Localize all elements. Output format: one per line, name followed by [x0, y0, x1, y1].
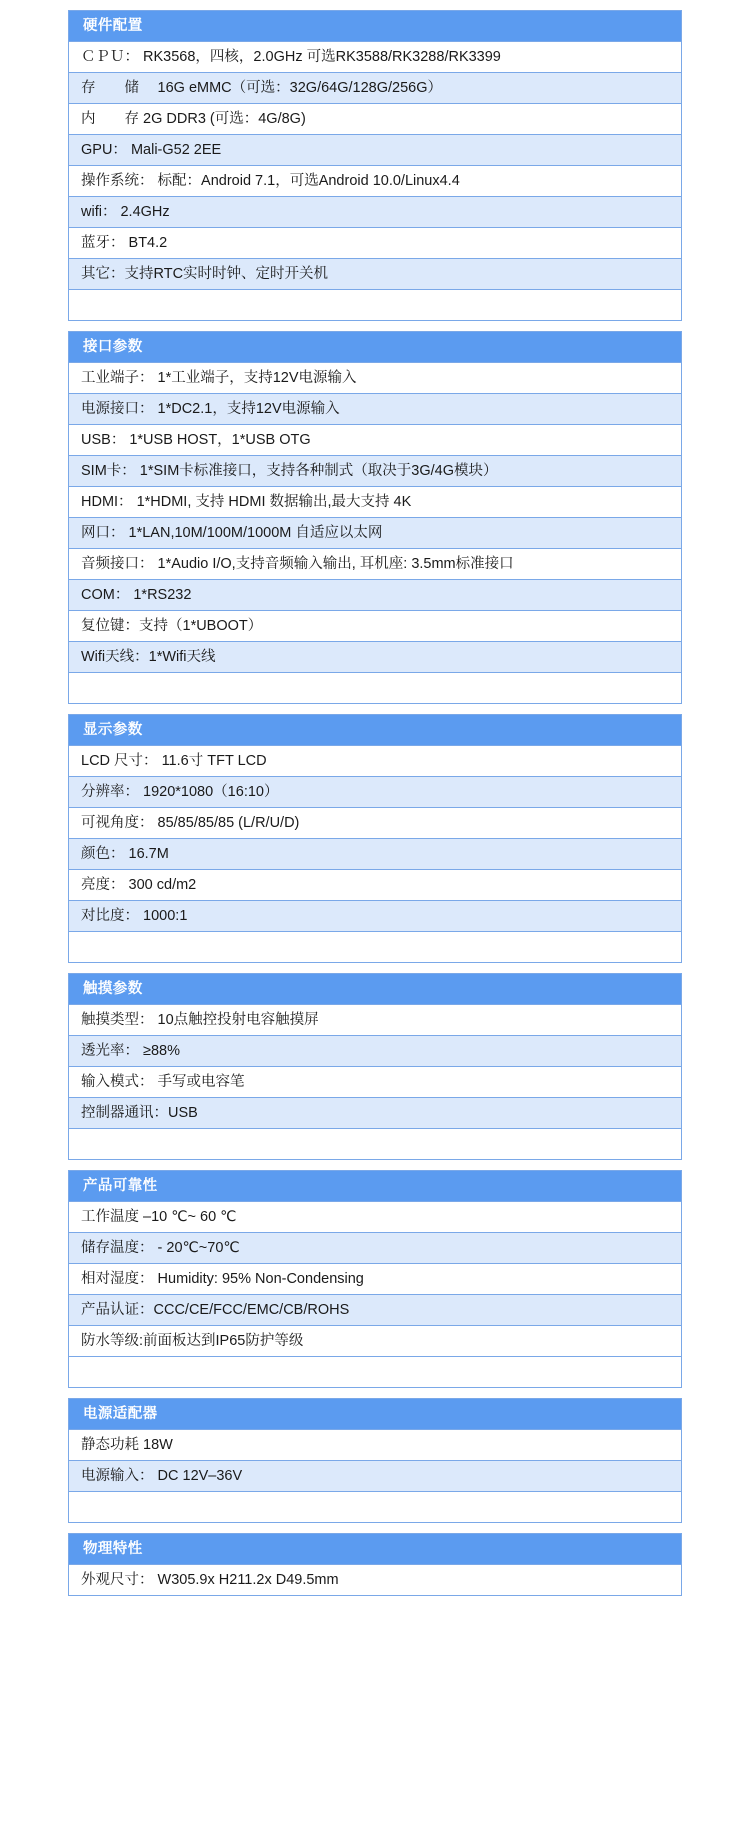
section-gap	[68, 704, 682, 714]
spec-cell	[69, 870, 682, 901]
spec-cell	[69, 1005, 682, 1036]
spacer-cell	[69, 1129, 682, 1160]
section-gap	[68, 321, 682, 331]
spec-cell	[69, 228, 682, 259]
spacer-cell	[69, 932, 682, 963]
spec-row	[69, 1036, 682, 1067]
section-header-row	[69, 1534, 682, 1565]
spec-row	[69, 549, 682, 580]
spec-row	[69, 363, 682, 394]
spec-cell	[69, 425, 682, 456]
spec-table	[68, 10, 682, 321]
spec-row	[69, 1233, 682, 1264]
section-header-cell	[69, 715, 682, 746]
spec-cell	[69, 1295, 682, 1326]
spacer-cell	[69, 1492, 682, 1523]
spec-cell-text: 其它：支持RTC实时时钟、定时开关机	[81, 266, 329, 282]
spec-cell-text: 工作温度 –10 ℃~ 60 ℃	[81, 1209, 237, 1225]
spec-cell-text: ＣＰＵ： RK3568，四核，2.0GHz 可选RK3588/RK3288/RK3399	[81, 49, 501, 65]
spec-table	[68, 331, 682, 704]
spec-cell-text: 产品认证：CCC/CE/FCC/EMC/CB/ROHS	[81, 1302, 350, 1318]
section-title: 硬件配置	[83, 18, 143, 34]
spec-cell	[69, 363, 682, 394]
spacer-row	[69, 1129, 682, 1160]
spec-cell	[69, 839, 682, 870]
section-header-cell	[69, 11, 682, 42]
spec-cell-text: 静态功耗 18W	[81, 1437, 173, 1453]
spec-cell-text: 颜色： 16.7M	[81, 846, 169, 862]
spec-row	[69, 259, 682, 290]
section-header-row	[69, 1171, 682, 1202]
spacer-row	[69, 1492, 682, 1523]
spec-row	[69, 642, 682, 673]
spec-cell-text: 分辨率： 1920*1080（16:10）	[81, 784, 279, 800]
spacer-cell	[69, 290, 682, 321]
spec-row	[69, 1295, 682, 1326]
section-header-row	[69, 1399, 682, 1430]
spacer-cell	[69, 673, 682, 704]
section-header-cell	[69, 1171, 682, 1202]
spec-cell	[69, 1202, 682, 1233]
section-header-row	[69, 332, 682, 363]
spec-cell-text: 储存温度： - 20℃~70℃	[81, 1240, 240, 1256]
section-gap	[68, 1160, 682, 1170]
spec-row	[69, 73, 682, 104]
spec-table	[68, 1398, 682, 1523]
spec-cell	[69, 42, 682, 73]
spec-cell	[69, 1461, 682, 1492]
spec-cell-text: 触摸类型： 10点触控投射电容触摸屏	[81, 1012, 319, 1028]
spec-row	[69, 1326, 682, 1357]
spec-cell	[69, 518, 682, 549]
spec-cell-text: 网口： 1*LAN,10M/100M/1000M 自适应以太网	[81, 525, 383, 541]
spec-cell-text: SIM卡： 1*SIM卡标准接口，支持各种制式（取决于3G/4G模块）	[81, 463, 498, 479]
section-gap	[68, 963, 682, 973]
spec-row	[69, 425, 682, 456]
spec-cell-text: 亮度： 300 cd/m2	[81, 877, 197, 893]
section-header-row	[69, 974, 682, 1005]
spec-cell	[69, 1098, 682, 1129]
spec-row	[69, 1461, 682, 1492]
spec-cell-text: Wifi天线：1*Wifi天线	[81, 649, 216, 665]
spec-cell	[69, 808, 682, 839]
section-gap	[68, 1388, 682, 1398]
section-title: 产品可靠性	[83, 1178, 158, 1194]
section-title: 物理特性	[83, 1541, 143, 1557]
spec-row	[69, 1067, 682, 1098]
spec-row	[69, 839, 682, 870]
spec-cell	[69, 746, 682, 777]
spec-cell-text: 存 储 16G eMMC（可选：32G/64G/128G/256G）	[81, 80, 442, 96]
spec-row	[69, 518, 682, 549]
spec-table	[68, 714, 682, 963]
spec-cell-text: 防水等级:前面板达到IP65防护等级	[81, 1333, 304, 1349]
spec-row	[69, 1430, 682, 1461]
spec-cell	[69, 394, 682, 425]
spec-row	[69, 1202, 682, 1233]
spec-row	[69, 1565, 682, 1596]
spec-cell	[69, 777, 682, 808]
section-header-cell	[69, 1399, 682, 1430]
spacer-row	[69, 1357, 682, 1388]
section-header-cell	[69, 974, 682, 1005]
spec-row	[69, 1098, 682, 1129]
spec-cell-text: 内 存 2G DDR3 (可选：4G/8G)	[81, 111, 306, 127]
spec-cell	[69, 1264, 682, 1295]
section-gap	[68, 1523, 682, 1533]
spec-cell-text: 可视角度： 85/85/85/85 (L/R/U/D)	[81, 815, 300, 831]
spec-cell	[69, 1326, 682, 1357]
spec-cell	[69, 549, 682, 580]
spec-cell	[69, 1067, 682, 1098]
section-title: 电源适配器	[83, 1406, 158, 1422]
spec-row	[69, 777, 682, 808]
spec-cell-text: wifi： 2.4GHz	[81, 204, 170, 220]
spec-row	[69, 456, 682, 487]
spec-cell	[69, 166, 682, 197]
spec-row	[69, 487, 682, 518]
spec-cell	[69, 901, 682, 932]
spec-row	[69, 42, 682, 73]
spec-table	[68, 973, 682, 1160]
spec-cell	[69, 456, 682, 487]
spec-cell-text: COM： 1*RS232	[81, 587, 192, 603]
spec-table	[68, 1533, 682, 1596]
spec-table	[68, 1170, 682, 1388]
spec-cell-text: 输入模式： 手写或电容笔	[81, 1074, 245, 1090]
section-header-cell	[69, 1534, 682, 1565]
spec-row	[69, 611, 682, 642]
spec-cell-text: 电源输入： DC 12V–36V	[81, 1468, 243, 1484]
spec-cell-text: USB： 1*USB HOST，1*USB OTG	[81, 432, 311, 448]
section-title: 显示参数	[83, 722, 143, 738]
spec-cell-text: 相对湿度： Humidity: 95% Non-Condensing	[81, 1271, 364, 1287]
spec-cell	[69, 1233, 682, 1264]
section-header-cell	[69, 332, 682, 363]
spec-row	[69, 901, 682, 932]
section-header-row	[69, 11, 682, 42]
spec-row	[69, 580, 682, 611]
spec-cell-text: 对比度： 1000:1	[81, 908, 188, 924]
spec-cell-text: 透光率： ≥88%	[81, 1043, 181, 1059]
spec-row	[69, 135, 682, 166]
spec-row	[69, 746, 682, 777]
spec-cell-text: 电源接口： 1*DC2.1，支持12V电源输入	[81, 401, 340, 417]
spec-cell-text: 音频接口： 1*Audio I/O,支持音频输入输出, 耳机座: 3.5mm标准接口	[81, 556, 514, 572]
spec-cell	[69, 135, 682, 166]
spacer-row	[69, 290, 682, 321]
spec-cell	[69, 1565, 682, 1596]
spec-cell-text: 操作系统： 标配：Android 7.1，可选Android 10.0/Linux4.4	[81, 173, 460, 189]
spec-row	[69, 1005, 682, 1036]
spec-cell-text: 蓝牙： BT4.2	[81, 235, 168, 251]
spec-cell-text: 外观尺寸： W305.9x H211.2x D49.5mm	[81, 1572, 339, 1588]
spacer-row	[69, 673, 682, 704]
spec-row	[69, 394, 682, 425]
spec-cell	[69, 1036, 682, 1067]
section-header-row	[69, 715, 682, 746]
section-title: 接口参数	[83, 339, 143, 355]
spec-cell	[69, 487, 682, 518]
spec-cell-text: 控制器通讯：USB	[81, 1105, 198, 1121]
spacer-cell	[69, 1357, 682, 1388]
spec-cell	[69, 642, 682, 673]
spec-cell	[69, 611, 682, 642]
spec-cell-text: HDMI： 1*HDMI, 支持 HDMI 数据输出,最大支持 4K	[81, 494, 412, 510]
spec-row	[69, 808, 682, 839]
spec-cell-text: GPU： Mali-G52 2EE	[81, 142, 222, 158]
spec-cell-text: LCD 尺寸： 11.6寸 TFT LCD	[81, 753, 267, 769]
spec-row	[69, 166, 682, 197]
spacer-row	[69, 932, 682, 963]
spec-cell-text: 工业端子： 1*工业端子，支持12V电源输入	[81, 370, 357, 386]
spec-cell	[69, 104, 682, 135]
spec-tables-container	[68, 10, 682, 1596]
spec-row	[69, 228, 682, 259]
spec-row	[69, 870, 682, 901]
spec-row	[69, 197, 682, 228]
spec-row	[69, 1264, 682, 1295]
spec-cell-text: 复位键：支持（1*UBOOT）	[81, 618, 263, 634]
spec-cell	[69, 73, 682, 104]
spec-cell	[69, 197, 682, 228]
spec-cell	[69, 259, 682, 290]
spec-cell	[69, 1430, 682, 1461]
spec-row	[69, 104, 682, 135]
section-title: 触摸参数	[83, 981, 143, 997]
spec-cell	[69, 580, 682, 611]
